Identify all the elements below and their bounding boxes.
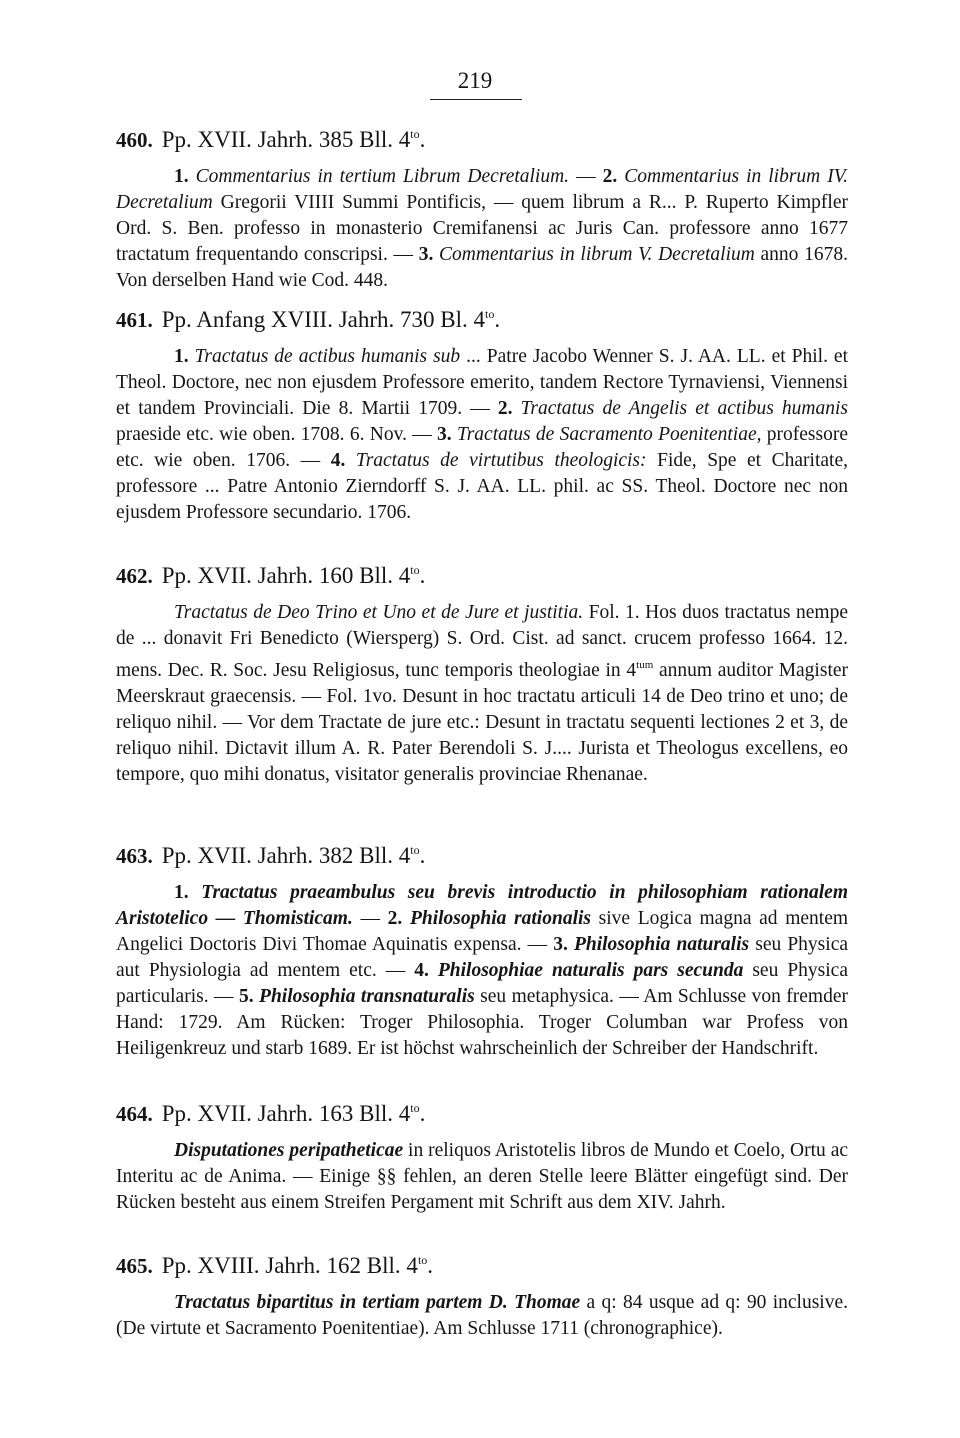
entry-number: 461. <box>116 308 153 332</box>
entry-460 <box>116 118 848 294</box>
entry-463 <box>116 834 848 1062</box>
entry-text: 1. Commentarius in tertium Librum Decretalium. — 2. Commentarius in librum IV. Decretalium Gregorii VIIII Summi Pontificis, — quem librum a R... P. Ruperto Kimpfler Ord. S. Ben. professo in monasterio Cremifanensi ac Juris Can. professore anno 1677 tractatum frequentando conscripsi. — 3. Commentarius in librum V. Decretalium anno 1678. Von derselben Hand wie Cod. 448. <box>116 166 849 291</box>
entry-heading: 464. Pp. XVII. Jahrh. 163 Bll. $4^{to}$. <box>116 1101 426 1126</box>
entry-heading-text: Pp. XVII. Jahrh. 163 Bll. 4 <box>161 1101 411 1126</box>
work-title: Tractatus praeambulus seu brevis introductio in philosophiam rationalem Aristotelico — Thomisticam. <box>116 882 848 929</box>
entry-461 <box>116 298 848 526</box>
entry-heading-text: Pp. XVII. Jahrh. 382 Bll. 4 <box>161 843 411 868</box>
work-title: Philosophia transnaturalis <box>259 986 475 1007</box>
entry-heading: 463. Pp. XVII. Jahrh. 382 Bll. $4^{to}$. <box>116 843 426 868</box>
page-number-rule <box>430 99 522 100</box>
work-title: Tractatus de Sacramento Poenitentiae, <box>456 424 762 445</box>
entry-462 <box>116 554 848 788</box>
entry-heading: 461. Pp. Anfang XVIII. Jahrh. 730 Bl. $4^{to}$. <box>116 307 501 332</box>
entry-number: 460. <box>116 128 153 152</box>
work-title: Commentarius in librum V. Decretalium <box>439 244 755 265</box>
work-title: Philosophia rationalis <box>409 908 591 929</box>
entry-number: 465. <box>116 1254 153 1278</box>
entry-text: 1. Tractatus de actibus humanis sub ... Patre Jacobo Wenner S. J. AA. LL. et Phil. et Theol. Doctore, nec non ejusdem Professore emerito, tandem Rectore Tyrnaviensi, Viennensi et tandem Provinciali. Die 8. Martii 1709. — 2. Tractatus de Angelis et actibus humanis praeside etc. wie oben. 1708. 6. Nov. — 3. Tractatus de Sacramento Poenitentiae, professore etc. wie oben. 1706. — 4. Tractatus de virtutibus theologicis: Fide, Spe et Charitate, professore ... Patre Antonio Zierndorff S. J. AA. LL. phil. ac SS. Theol. Doctore nec non ejusdem Professore secundario. 1706. <box>116 346 849 523</box>
entry-heading: 460. Pp. XVII. Jahrh. 385 Bll. $4^{to}$. <box>116 127 426 152</box>
work-title: Tractatus de Deo Trino et Uno et de Jure et justitia. <box>174 602 584 623</box>
format-superscript: to <box>410 127 420 141</box>
format-superscript: to <box>485 307 495 321</box>
work-title: Tractatus de actibus humanis sub <box>194 346 461 367</box>
work-title: Tractatus bipartitus in tertiam partem D. Thomae <box>174 1292 581 1313</box>
work-title: Commentarius in tertium Librum Decretalium. <box>195 166 570 187</box>
work-title: Commentarius in librum IV. Decretalium <box>116 166 849 213</box>
entry-number: 463. <box>116 844 153 868</box>
entry-text: Tractatus bipartitus in tertiam partem D. Thomae a q: 84 usque ad q: 90 inclusive. (De virtute et Sacramento Poenitentiae). Am Schlusse 1711 (chronographice). <box>116 1292 849 1339</box>
entry-text: 1. Tractatus praeambulus seu brevis introductio in philosophiam rationalem Aristotelico — Thomisticam. — 2. Philosophia rationalis sive Logica magna ad mentem Angelici Doctoris Divi Thomae Aquinatis expensa. — 3. Philosophia naturalis seu Physica aut Physiologia ad mentem etc. — 4. Philosophiae naturalis pars secunda seu Physica particularis. — 5. Philosophia transnaturalis seu metaphysica. — Am Schlusse von fremder Hand: 1729. Am Rücken: Troger Philosophia. Troger Columban war Profess von Heiligenkreuz und starb 1689. Er ist höchst wahrscheinlich der Schreiber der Handschrift. <box>116 882 849 1059</box>
format-superscript: to <box>410 843 420 857</box>
format-superscript: to <box>417 1253 428 1267</box>
entry-465 <box>116 1244 848 1342</box>
entry-text: Disputationes peripatheticae in reliquos Aristotelis libros de Mundo et Coelo, Ortu ac Interitu ac de Anima. — Einige §§ fehlen, an deren Stelle leere Blätter eingefügt sind. Der Rücken besteht aus einem Streifen Pergament mit Schrift aus dem XIV. Jahrh. <box>116 1140 849 1213</box>
entry-heading-text: Pp. Anfang XVIII. Jahrh. 730 Bl. 4 <box>161 307 485 332</box>
work-title: Philosophia naturalis <box>573 934 750 955</box>
work-title: Tractatus de Angelis et actibus humanis <box>520 398 848 419</box>
work-title: Philosophiae naturalis pars secunda <box>437 960 744 981</box>
entry-464 <box>116 1092 848 1216</box>
entry-number: 462. <box>116 564 153 588</box>
entry-heading-text: Pp. XVII. Jahrh. 160 Bll. 4 <box>161 563 411 588</box>
entry-text: Tractatus de Deo Trino et Uno et de Jure et justitia. Fol. 1. Hos duos tractatus nempe de ... donavit Fri Benedicto (Wiersperg) S. Ord. Cist. ad sanct. crucem professo 1664. 12. mens. Dec. R. Soc. Jesu Religiosus, tunc temporis theologiae in $4^{tum}$ annum auditor Magister Meerskraut graecensis. — Fol. 1vo. Desunt in hoc tractatu articuli 14 de Deo trino et uno; de reliquo nihil. — Vor dem Tractate de jure etc.: Desunt in tractatu sequenti lectiones 2 et 3, de reliquo nihil. Dictavit illum A. R. Pater Berendoli S. J.... Jurista et Theologus excellens, eo tempore, quo mihi donatus, visitator generalis provinciae Rhenanae. <box>116 602 849 785</box>
entry-heading-text: Pp. XVII. Jahrh. 385 Bll. 4 <box>161 127 411 152</box>
entry-heading: 462. Pp. XVII. Jahrh. 160 Bll. $4^{to}$. <box>116 563 426 588</box>
work-title: Tractatus de virtutibus theologicis: <box>355 450 647 471</box>
format-superscript: to <box>410 563 420 577</box>
format-superscript: to <box>410 1101 420 1115</box>
entry-heading: 465. Pp. XVIII. Jahrh. 162 Bll. $4^{to}$. <box>116 1253 434 1278</box>
entry-number: 464. <box>116 1102 153 1126</box>
entry-heading-text: Pp. XVIII. Jahrh. 162 Bll. 4 <box>161 1253 418 1278</box>
work-title: Disputationes peripatheticae <box>174 1140 404 1161</box>
page-number: 219 <box>457 68 493 93</box>
